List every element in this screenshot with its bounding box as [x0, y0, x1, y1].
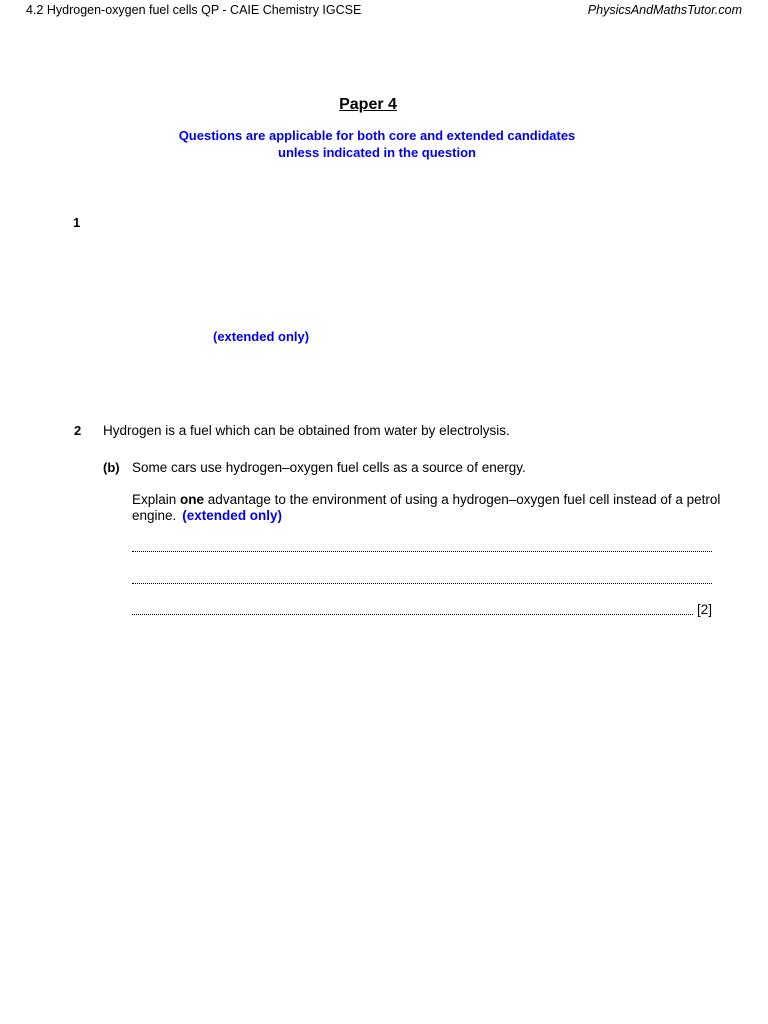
prompt-text-end: advantage to the environment of using a hydrogen–oxygen fuel cell instead of a petrol engine. [132, 492, 721, 523]
prompt-text-start: Explain [132, 492, 181, 507]
question-2b-prompt [132, 492, 722, 523]
notice-line-1: Questions are applicable for both core and extended candidates [178, 128, 576, 143]
header-site-name: PhysicsAndMathsTutor.com [587, 3, 742, 17]
question-1-extended-note: (extended only) [213, 329, 310, 344]
answer-line-3[interactable] [132, 604, 693, 615]
marks-indicator: [2] [697, 602, 713, 617]
question-2-stem: Hydrogen is a fuel which can be obtained from water by electrolysis. [103, 423, 510, 438]
header-document-title: 4.2 Hydrogen-oxygen fuel cells QP - CAIE Chemistry IGCSE [26, 3, 362, 17]
answer-line-1[interactable] [132, 541, 712, 552]
candidate-notice [0, 127, 754, 161]
question-2b-extended-note: (extended only) [182, 507, 283, 523]
question-2b-text: Some cars use hydrogen–oxygen fuel cells as a source of energy. [132, 460, 526, 475]
paper-title: Paper 4 [339, 96, 397, 113]
question-1-number: 1 [73, 215, 81, 230]
answer-line-2[interactable] [132, 573, 712, 584]
notice-line-2: unless indicated in the question [278, 145, 476, 160]
question-2b-label: (b) [103, 460, 120, 475]
question-2-number: 2 [74, 423, 82, 438]
prompt-emphasis: one [180, 492, 205, 507]
